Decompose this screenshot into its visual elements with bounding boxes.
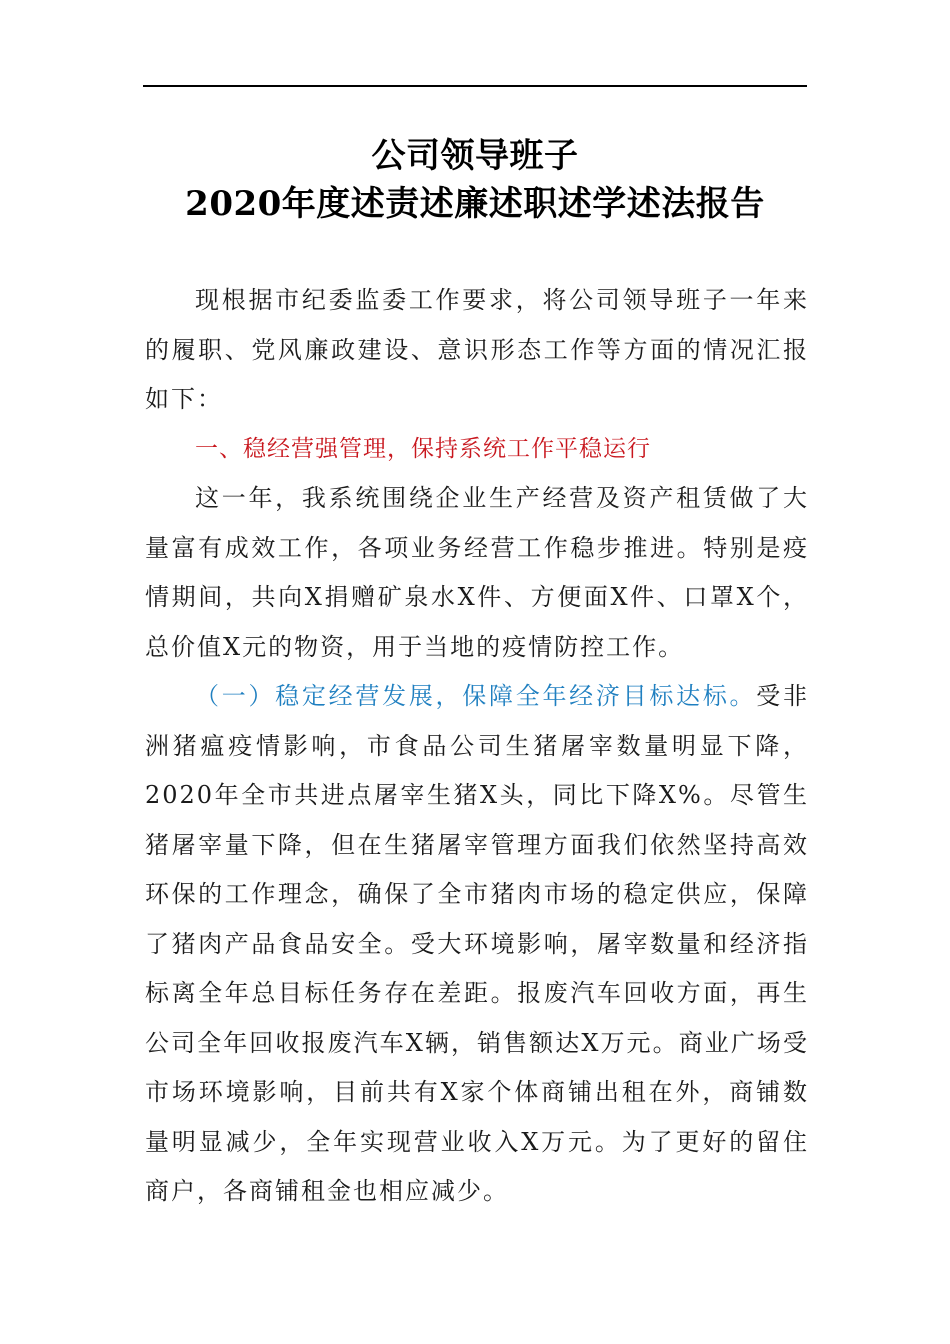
document-title-line2: 2020年度述责述廉述职述学述法报告 bbox=[185, 184, 765, 224]
section-1-paragraph: 这一年，我系统围绕企业生产经营及资产租赁做了大量富有成效工作，各项业务经营工作稳步推进。特别是疫情期间，共向X捐赠矿泉水X件、方便面X件、口罩X个，总价值X元的物资，用于当地的疫情防控工作。 bbox=[145, 484, 809, 661]
header-rule bbox=[143, 85, 807, 87]
section-1-heading: 一、稳经营强管理，保持系统工作平稳运行 bbox=[195, 435, 651, 462]
intro-paragraph: 现根据市纪委监委工作要求，将公司领导班子一年来的履职、党风廉政建设、意识形态工作等方面的情况汇报如下： bbox=[145, 286, 809, 413]
subsection-1-text: 受非洲猪瘟疫情影响，市食品公司生猪屠宰数量明显下降，2020年全市共进点屠宰生猪X头，同比下降X%。尽管生猪屠宰量下降，但在生猪屠宰管理方面我们依然坚持高效环保的工作理念，确保了全市猪肉市场的稳定供应，保障了猪肉产品食品安全。受大环境影响，屠宰数量和经济指标离全年总目标任务存在差距。报废汽车回收方面，再生公司全年回收报废汽车X辆，销售额达X万元。商业广场受市场环境影响，目前共有X家个体商铺出租在外，商铺数量明显减少，全年实现营业收入X万元。为了更好的留住商户，各商铺租金也相应减少。 bbox=[145, 682, 810, 1205]
document-title-line1: 公司领导班子 bbox=[371, 136, 579, 176]
document-body bbox=[145, 276, 809, 1217]
subsection-1-paragraph bbox=[145, 672, 809, 1217]
subsection-1-heading: （一）稳定经营发展，保障全年经济目标达标。 bbox=[195, 682, 757, 710]
